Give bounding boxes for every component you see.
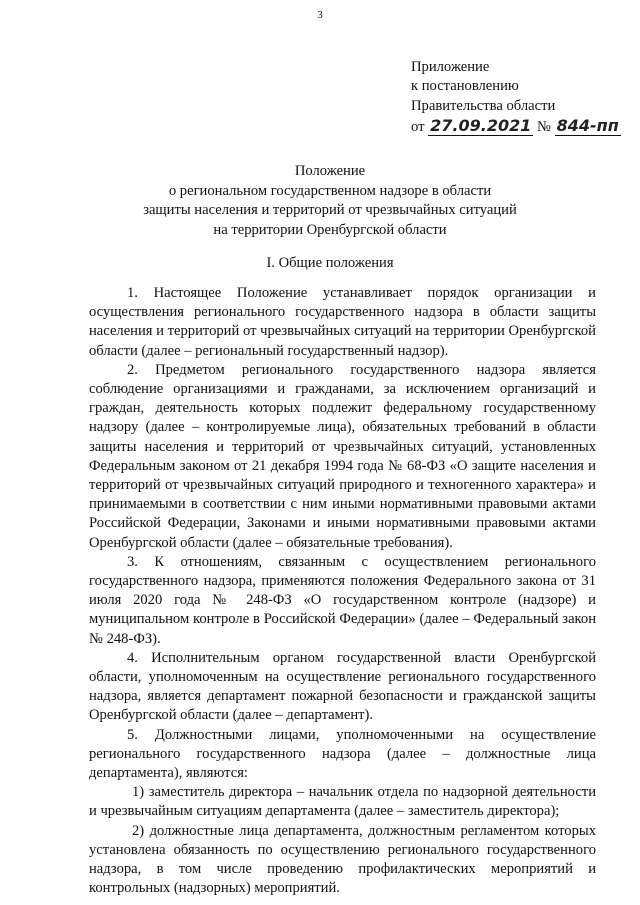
title-line-2: о региональном государственном надзоре в области <box>168 182 492 199</box>
handwritten-number: 844-пп <box>556 116 619 136</box>
appendix-date-line <box>411 116 626 137</box>
document-body <box>89 284 596 899</box>
subparagraph-2: 2) должностные лица департамента, должностным регламентом которых установлена обязанность по осуществлению регионального государственного надзора, в том числе проведению профилактических мероприятий и контрольных (надзорных) мероприятий. <box>89 822 596 897</box>
page-number: 3 <box>317 9 323 21</box>
title-line-1: Положение <box>294 163 366 179</box>
number-prefix: № <box>537 119 551 136</box>
appendix-line-2: к постановлению <box>411 78 519 95</box>
document-title <box>60 162 600 240</box>
handwritten-date: 27.09.2021 <box>430 116 532 136</box>
date-prefix: от <box>411 119 425 136</box>
paragraph-1: 1. Настоящее Положение устанавливает порядок организации и осуществления регионального государственного надзора в области защиты населения и территорий от чрезвычайных ситуаций на территории Оренбургской области (далее – региональный государственный надзор). <box>89 285 596 359</box>
paragraph-5: 5. Должностными лицами, уполномоченными на осуществление регионального государственного надзора (далее – должностные лица департамента), являются: <box>89 726 596 782</box>
appendix-line-1: Приложение <box>411 59 490 75</box>
subparagraph-1: 1) заместитель директора – начальник отдела по надзорной деятельности и чрезвычайным ситуациям департамента (далее – заместитель директора); <box>89 784 596 820</box>
appendix-block <box>411 58 626 138</box>
appendix-line-3: Правительства области <box>411 97 556 114</box>
title-line-3: защиты населения и территорий от чрезвычайных ситуаций <box>143 202 517 219</box>
section-heading: I. Общие положения <box>266 255 394 271</box>
paragraph-3: 3. К отношениям, связанным с осуществлением регионального государственного надзора, применяются положения Федерального закона от 31 июля 2020 года № 248-ФЗ «О государственном контроле (надзоре) и муниципальном контроле в Российской Федерации» (далее – Федеральный закон № 248-ФЗ). <box>89 553 596 647</box>
paragraph-4: 4. Исполнительным органом государственной власти Оренбургской области, уполномоченным на осуществление регионального государственного надзора, является департамент пожарной безопасности и гражданской защиты Оренбургской области (далее – департамент). <box>89 649 596 724</box>
paragraph-2: 2. Предметом регионального государственного надзора является соблюдение организациями и гражданами, за исключением организаций и граждан, деятельность которых подлежит федеральному государственному надзору (далее – контролируемые лица), обязательных требований в области защиты населения и территорий от чрезвычайных ситуаций, установленных Федеральным законом от 21 декабря 1994 года № 68-ФЗ «О защите населения и территорий от чрезвычайных ситуаций природного и техногенного характера» и принимаемыми в соответствии с ним иными нормативными правовыми актами Российской Федерации, Законами и иными нормативными правовыми актами Оренбургской области (далее – обязательные требования). <box>89 361 596 551</box>
title-line-4: на территории Оренбургской области <box>213 221 447 238</box>
